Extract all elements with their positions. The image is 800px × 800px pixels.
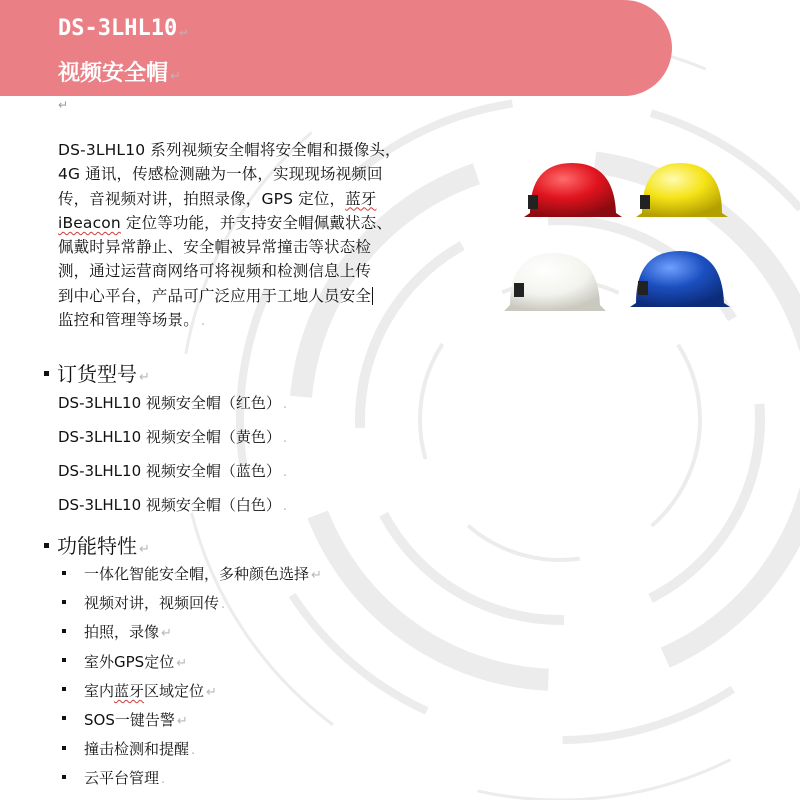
bullet-square-icon	[44, 371, 49, 376]
order-item: DS-3LHL10 视频安全帽（白色） .	[58, 496, 288, 514]
intro-line: 4G 通讯，传感检测融为一体，实现现场视频回	[58, 165, 383, 184]
intro-line: iBeacon 定位等功能，并支持安全帽佩戴状态、	[58, 213, 392, 232]
bullet-square-icon	[44, 543, 49, 548]
order-section-title: 订货型号 ↵	[44, 358, 150, 387]
order-item: DS-3LHL10 视频安全帽（黄色） .	[58, 428, 288, 446]
paragraph-mark-icon: ↵	[58, 98, 69, 112]
paragraph-mark-icon: ↵	[179, 24, 188, 39]
order-list	[58, 392, 287, 528]
intro-line: 测，通过运营商网络可将视频和检测信息上传	[58, 262, 372, 281]
helmet-white	[504, 253, 606, 311]
order-item: DS-3LHL10 视频安全帽（红色） .	[58, 394, 288, 412]
helmet-images	[500, 155, 740, 335]
feature-item: 拍照，录像 ↵	[62, 621, 322, 650]
text-cursor	[372, 287, 373, 305]
order-item: DS-3LHL10 视频安全帽（蓝色） .	[58, 462, 288, 480]
helmet-red	[524, 163, 622, 217]
feature-item: 室内蓝牙区域定位 ↵	[62, 680, 322, 709]
helmet-blue	[630, 251, 730, 307]
intro-line: 传，音视频对讲，拍照录像，GPS 定位，蓝牙	[58, 189, 377, 208]
feature-item: 一体化智能安全帽，多种颜色选择 ↵	[62, 563, 322, 592]
product-name: 视频安全帽	[58, 61, 169, 86]
paragraph-mark-icon: ↵	[139, 370, 150, 385]
intro-paragraph[interactable]	[58, 138, 418, 334]
features-list	[62, 563, 322, 797]
helmet-yellow	[636, 163, 728, 217]
paragraph-mark-icon: ↵	[139, 542, 150, 557]
intro-line: 到中心平台，产品可广泛应用于工地人员安全	[58, 286, 372, 305]
feature-item: 室外GPS定位 ↵	[62, 651, 322, 680]
feature-item: 视频对讲，视频回传 .	[62, 592, 322, 621]
feature-item: 云平台管理 .	[62, 767, 322, 796]
title-banner	[0, 0, 672, 96]
features-section-title: 功能特性 ↵	[44, 530, 150, 559]
feature-item: SOS一键告警 ↵	[62, 709, 322, 738]
intro-line: 监控和管理等场景。 .	[58, 311, 206, 330]
feature-item: 撞击检测和提醒 .	[62, 738, 322, 767]
paragraph-mark-icon: ↵	[170, 69, 181, 84]
intro-line: 佩戴时异常静止、安全帽被异常撞击等状态检	[58, 238, 372, 257]
intro-line: DS-3LHL10 系列视频安全帽将安全帽和摄像头，	[58, 141, 401, 159]
product-model: DS-3LHL10	[58, 16, 178, 41]
